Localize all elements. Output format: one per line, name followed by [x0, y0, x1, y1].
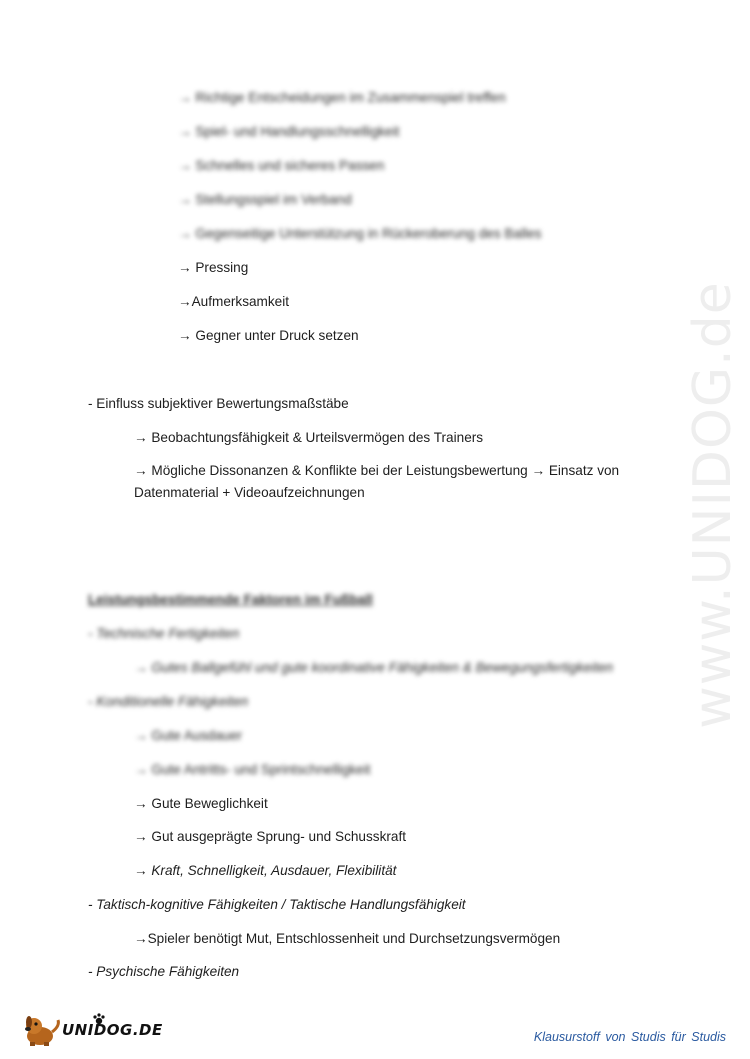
footer-tagline: Klausurstoff von Studis für Studis: [533, 1030, 726, 1044]
subheading: - Psychische Fähigkeiten: [88, 964, 240, 979]
list-item: → Beobachtungsfähigkeit & Urteilsvermögen des Trainers: [134, 430, 484, 445]
dog-icon: [22, 1012, 66, 1048]
list-item: → Stellungsspiel im Verband: [178, 192, 352, 207]
list-item: → Gute Antritts- und Sprintschnelligkeit: [134, 762, 371, 777]
list-item: → Gute Ausdauer: [134, 728, 243, 743]
list-item: → Gute Beweglichkeit: [134, 796, 268, 811]
subheading: - Technische Fertigkeiten: [88, 626, 240, 641]
list-item: → Spiel- und Handlungsschnelligkeit: [178, 124, 400, 139]
list-item: →Spieler benötigt Mut, Entschlossenheit und Durchsetzungsvermögen: [134, 931, 561, 946]
list-item: → Richtige Entscheidungen im Zusammenspiel treffen: [178, 90, 506, 105]
list-item: → Kraft, Schnelligkeit, Ausdauer, Flexibilität: [134, 863, 397, 878]
list-item: → Gutes Ballgefühl und gute koordinative Fähigkeiten & Bewegungsfertigkeiten: [134, 660, 614, 675]
subheading: - Taktisch-kognitive Fähigkeiten / Taktische Handlungsfähigkeit: [88, 897, 466, 912]
list-item: → Gegenseitige Unterstützung in Rückeroberung des Balles: [178, 226, 542, 241]
list-item: → Pressing: [178, 260, 249, 275]
unidog-logo: [22, 1012, 163, 1048]
logo-text: UNIDOG.DE: [62, 1021, 163, 1039]
section-heading: - Einfluss subjektiver Bewertungsmaßstäbe: [88, 396, 349, 411]
list-item: →Aufmerksamkeit: [178, 294, 290, 309]
list-item-continuation: Datenmaterial + Videoaufzeichnungen: [134, 485, 365, 500]
watermark-text: www.UNIDOG.de: [683, 281, 743, 729]
list-item: → Gegner unter Druck setzen: [178, 328, 359, 343]
list-item: → Mögliche Dissonanzen & Konflikte bei der Leistungsbewertung → Einsatz von: [134, 463, 620, 478]
section-title: Leistungsbestimmende Faktoren im Fußball: [88, 592, 373, 607]
subheading: - Konditionelle Fähigkeiten: [88, 694, 249, 709]
list-item: → Gut ausgeprägte Sprung- und Schusskraft: [134, 829, 407, 844]
list-item: → Schnelles und sicheres Passen: [178, 158, 385, 173]
